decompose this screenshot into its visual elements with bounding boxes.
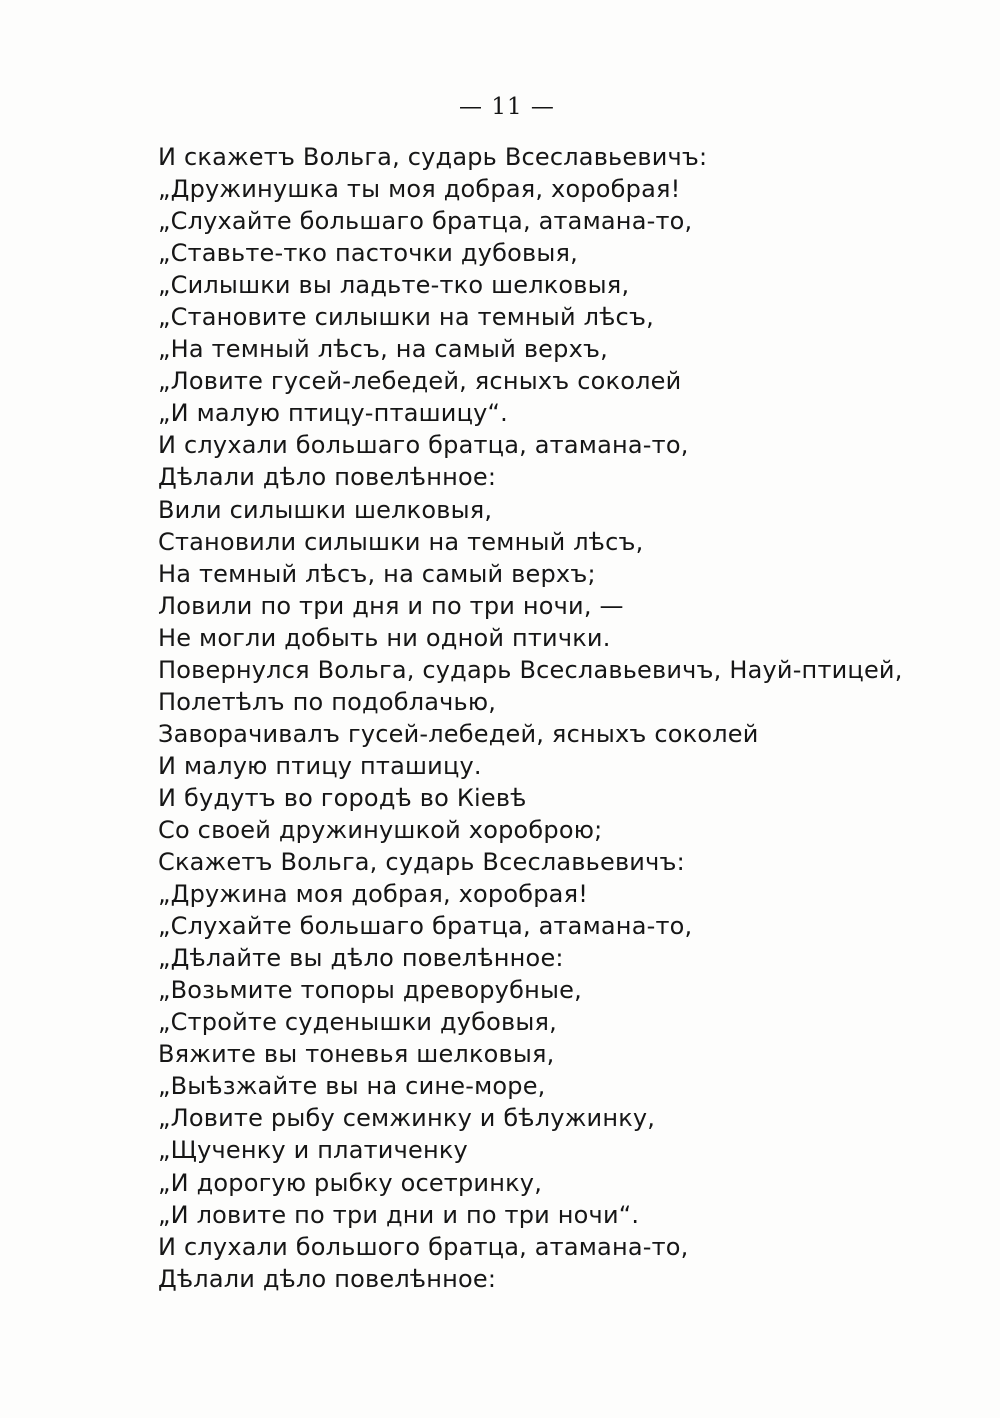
poem-line: Вяжите вы тоневья шелковыя, — [158, 1040, 555, 1069]
poem-line: Заворачивалъ гусей-лебедей, ясныхъ соколей — [158, 719, 759, 748]
poem-line: И слухали большого братца, атамана-то, — [158, 1232, 689, 1261]
poem-line: „Возьмите топоры древорубные, — [158, 976, 582, 1005]
poem-line: Повернулся Вольга, сударь Всеславьевичъ, Науй-птицей, — [158, 655, 903, 684]
poem-line: И скажетъ Вольга, сударь Всеславьевичъ: — [158, 143, 708, 171]
poem-line: Не могли добыть ни одной птички. — [158, 623, 611, 652]
poem-line: Скажетъ Вольга, сударь Всеславьевичъ: — [158, 848, 685, 877]
poem-line: „Становите силышки на темный лѣсъ, — [158, 303, 654, 332]
poem-line: „И ловите по три дни и по три ночи“. — [158, 1200, 640, 1229]
poem-line: „Силышки вы ладьте-тко шелковыя, — [158, 271, 630, 300]
poem-line: „И дорогую рыбку осетринку, — [158, 1168, 543, 1197]
poem-line: Дѣлали дѣло повелѣнное: — [158, 463, 497, 492]
poem-text — [158, 141, 988, 1295]
poem-line: „Слухайте большаго братца, атамана-то, — [158, 207, 693, 236]
poem-line: „Дружинушка ты моя добрая, хоробрая! — [158, 175, 681, 204]
poem-line: И слухали большаго братца, атамана-то, — [158, 431, 689, 460]
poem-line: „Щученку и платиченку — [158, 1136, 468, 1165]
poem-line: Становили силышки на темный лѣсъ, — [158, 527, 644, 556]
poem-line: И малую птицу пташицу. — [158, 751, 482, 780]
poem-line: „Дружина моя добрая, хоробрая! — [158, 880, 589, 909]
poem-line: На темный лѣсъ, на самый верхъ; — [158, 559, 596, 588]
poem-line: И будутъ во городѣ во Кіевѣ — [158, 783, 527, 812]
poem-line: Дѣлали дѣло повелѣнное: — [158, 1264, 497, 1293]
poem-line: „Ловите рыбу семжинку и бѣлужинку, — [158, 1104, 656, 1133]
poem-line: „Ловите гусей-лебедей, ясныхъ соколей — [158, 367, 682, 396]
poem-line: „Стройте суденышки дубовыя, — [158, 1008, 557, 1037]
poem-line: „Ставьте-тко пасточки дубовыя, — [158, 239, 578, 268]
poem-line: Со своей дружинушкой хороброю; — [158, 815, 603, 844]
page-number: — 11 — — [459, 94, 555, 120]
poem-line: Полетѣлъ по подоблачью, — [158, 687, 497, 716]
poem-line: „И малую птицу-пташицу“. — [158, 399, 509, 428]
poem-line: „Выѣзжайте вы на сине-море, — [158, 1072, 546, 1101]
poem-line: Вили силышки шелковыя, — [158, 495, 493, 524]
poem-line: „Дѣлайте вы дѣло повелѣнное: — [158, 944, 564, 973]
poem-line: „На темный лѣсъ, на самый верхъ, — [158, 335, 608, 364]
poem-line: „Слухайте большаго братца, атамана-то, — [158, 912, 693, 941]
poem-line: Ловили по три дня и по три ночи, — — [158, 591, 624, 620]
